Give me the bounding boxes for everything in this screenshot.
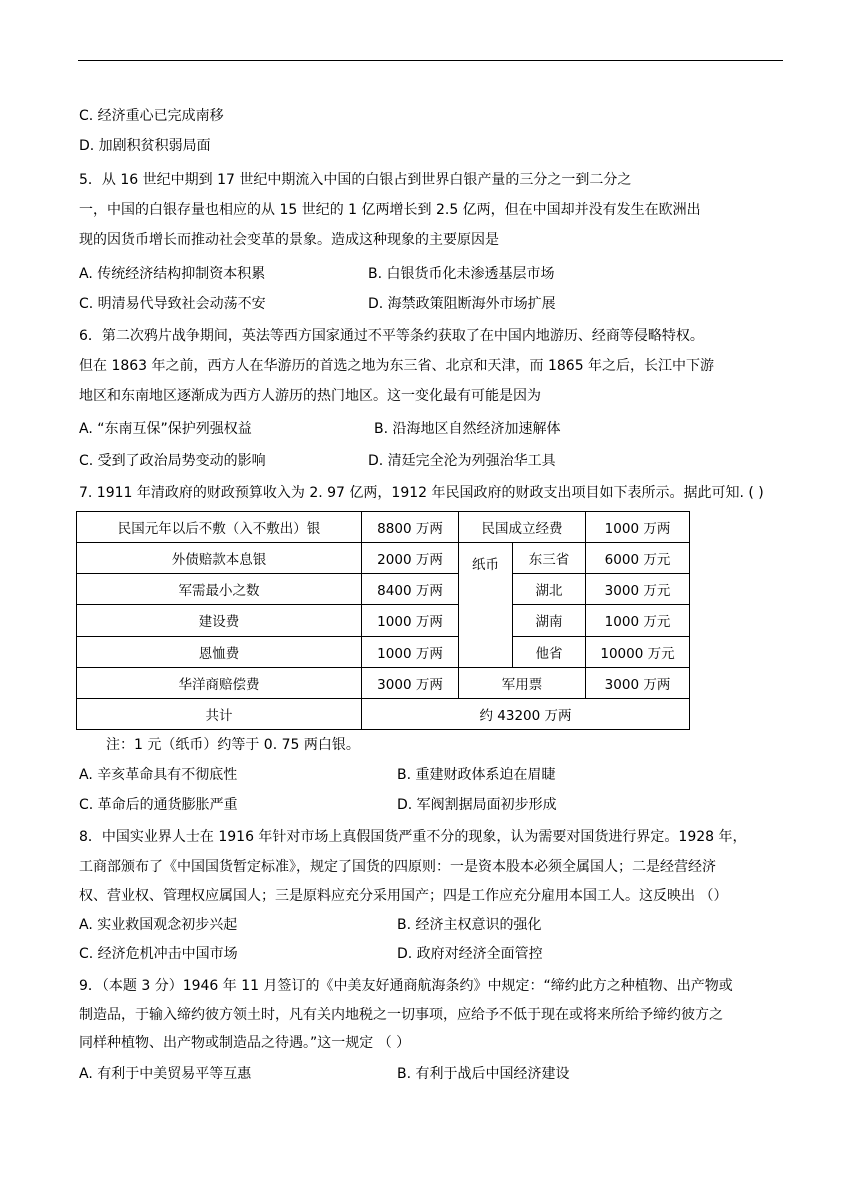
table-row <box>77 698 690 729</box>
q5-option-b: B. 白银货币化未渗透基层市场 <box>368 266 555 282</box>
q5-stem-line-3: 现的因货币增长而推动社会变革的景象。造成这种现象的主要原因是 <box>79 232 499 248</box>
table-cell-item: 军需最小之数 <box>77 574 362 605</box>
table-row <box>77 512 690 543</box>
table-cell-amount: 1000 万两 <box>362 636 459 667</box>
q7-option-d: D. 军阀割据局面初步形成 <box>397 797 557 813</box>
q7-note: 注：1 元（纸币）约等于 0. 75 两白银。 <box>106 737 360 753</box>
q9-stem-line-1: 9．（本题 3 分）1946 年 11 月签订的《中美友好通商航海条约》中规定：“缔约此方之种植物、出产物或 <box>79 978 733 994</box>
q6-option-b: B. 沿海地区自然经济加速解体 <box>374 421 561 437</box>
q5-stem-line-2: 一，中国的白银存量也相应的从 15 世纪的 1 亿两增长到 2.5 亿两，但在中国却并没有发生在欧洲出 <box>79 202 701 218</box>
fiscal-expenditure-table <box>76 511 690 730</box>
q6-option-d: D. 清廷完全沦为列强治华工具 <box>368 453 556 469</box>
q8-option-c: C. 经济危机冲击中国市场 <box>79 946 238 962</box>
q5-stem-line-1: 5．从 16 世纪中期到 17 世纪中期流入中国的白银占到世界白银产量的三分之一到二分之 <box>79 172 632 188</box>
q5-option-a: A. 传统经济结构抑制资本积累 <box>79 266 266 282</box>
q9-option-a: A. 有利于中美贸易平等互惠 <box>79 1066 252 1082</box>
header-rule <box>78 60 783 61</box>
table-cell-region: 湖南 <box>513 605 586 636</box>
q8-option-b: B. 经济主权意识的强化 <box>397 917 542 933</box>
q4-option-d: D. 加剧积贫积弱局面 <box>79 138 211 154</box>
table-cell-amount: 1000 万两 <box>362 605 459 636</box>
table-cell-item: 恩恤费 <box>77 636 362 667</box>
q5-option-c: C. 明清易代导致社会动荡不安 <box>79 296 266 312</box>
q8-stem-line-3: 权、营业权、管理权应属国人；三是原料应充分采用国产；四是工作应充分雇用本国工人。这反映出 （） <box>79 888 728 904</box>
q6-option-c: C. 受到了政治局势变动的影响 <box>79 453 266 469</box>
q7-option-a: A. 辛亥革命具有不彻底性 <box>79 767 238 783</box>
table-row <box>77 605 690 636</box>
q8-option-a: A. 实业救国观念初步兴起 <box>79 917 238 933</box>
q8-stem-line-2: 工商部颁布了《中国国货暂定标准》，规定了国货的四原则：一是资本股本必须全属国人；二是经营经济 <box>79 859 716 875</box>
table-cell-military-ticket-label: 军用票 <box>459 667 586 698</box>
table-cell-region-amount: 3000 万元 <box>586 574 690 605</box>
q9-option-b: B. 有利于战后中国经济建设 <box>397 1066 570 1082</box>
table-cell-item: 建设费 <box>77 605 362 636</box>
table-row <box>77 636 690 667</box>
table-cell-region-amount: 6000 万元 <box>586 543 690 574</box>
table-cell-region: 他省 <box>513 636 586 667</box>
q6-stem-line-1: 6．第二次鸦片战争期间，英法等西方国家通过不平等条约获取了在中国内地游历、经商等侵略特权。 <box>79 328 704 344</box>
q9-stem-line-3: 同样种植物、出产物或制造品之待遇。”这一规定 （ ） <box>79 1035 411 1051</box>
q8-option-d: D. 政府对经济全面管控 <box>397 946 543 962</box>
table-cell-item: 华洋商赔偿费 <box>77 667 362 698</box>
table-row <box>77 543 690 574</box>
table-cell-total-value: 约 43200 万两 <box>362 698 690 729</box>
q6-stem-line-3: 地区和东南地区逐渐成为西方人游历的热门地区。这一变化最有可能是因为 <box>79 388 541 404</box>
table-cell-paper-money-label: 纸币 <box>459 543 513 668</box>
table-cell-region-amount: 1000 万元 <box>586 605 690 636</box>
table-cell-total-label: 共计 <box>77 698 362 729</box>
q7-stem: 7. 1911 年清政府的财政预算收入为 2. 97 亿两，1912 年民国政府的财政支出项目如下表所示。据此可知. ( ) <box>79 485 764 501</box>
table-row <box>77 574 690 605</box>
table-cell-founding-label: 民国成立经费 <box>459 512 586 543</box>
table-cell-region: 东三省 <box>513 543 586 574</box>
table-cell-region: 湖北 <box>513 574 586 605</box>
table-cell-item: 民国元年以后不敷（入不敷出）银 <box>77 512 362 543</box>
q4-option-c: C. 经济重心已完成南移 <box>79 108 224 124</box>
table-cell-founding-amount: 1000 万两 <box>586 512 690 543</box>
table-cell-amount: 8800 万两 <box>362 512 459 543</box>
q9-stem-line-2: 制造品，于输入缔约彼方领土时，凡有关内地税之一切事项，应给予不低于现在或将来所给予缔约彼方之 <box>79 1007 723 1023</box>
q7-option-c: C. 革命后的通货膨胀严重 <box>79 797 238 813</box>
q5-option-d: D. 海禁政策阻断海外市场扩展 <box>368 296 556 312</box>
q7-option-b: B. 重建财政体系迫在眉睫 <box>397 767 556 783</box>
q6-stem-line-2: 但在 1863 年之前，西方人在华游历的首选之地为东三省、北京和天津，而 1865 年之后，长江中下游 <box>79 358 715 374</box>
table-cell-military-ticket-amount: 3000 万两 <box>586 667 690 698</box>
table-cell-amount: 3000 万两 <box>362 667 459 698</box>
table-cell-item: 外债赔款本息银 <box>77 543 362 574</box>
q8-stem-line-1: 8．中国实业界人士在 1916 年针对市场上真假国货严重不分的现象，认为需要对国货进行界定。1928 年， <box>79 829 747 845</box>
table-cell-region-amount: 10000 万元 <box>586 636 690 667</box>
table-cell-amount: 2000 万两 <box>362 543 459 574</box>
table-row <box>77 667 690 698</box>
q6-option-a: A. “东南互保”保护列强权益 <box>79 421 252 437</box>
table-cell-amount: 8400 万两 <box>362 574 459 605</box>
